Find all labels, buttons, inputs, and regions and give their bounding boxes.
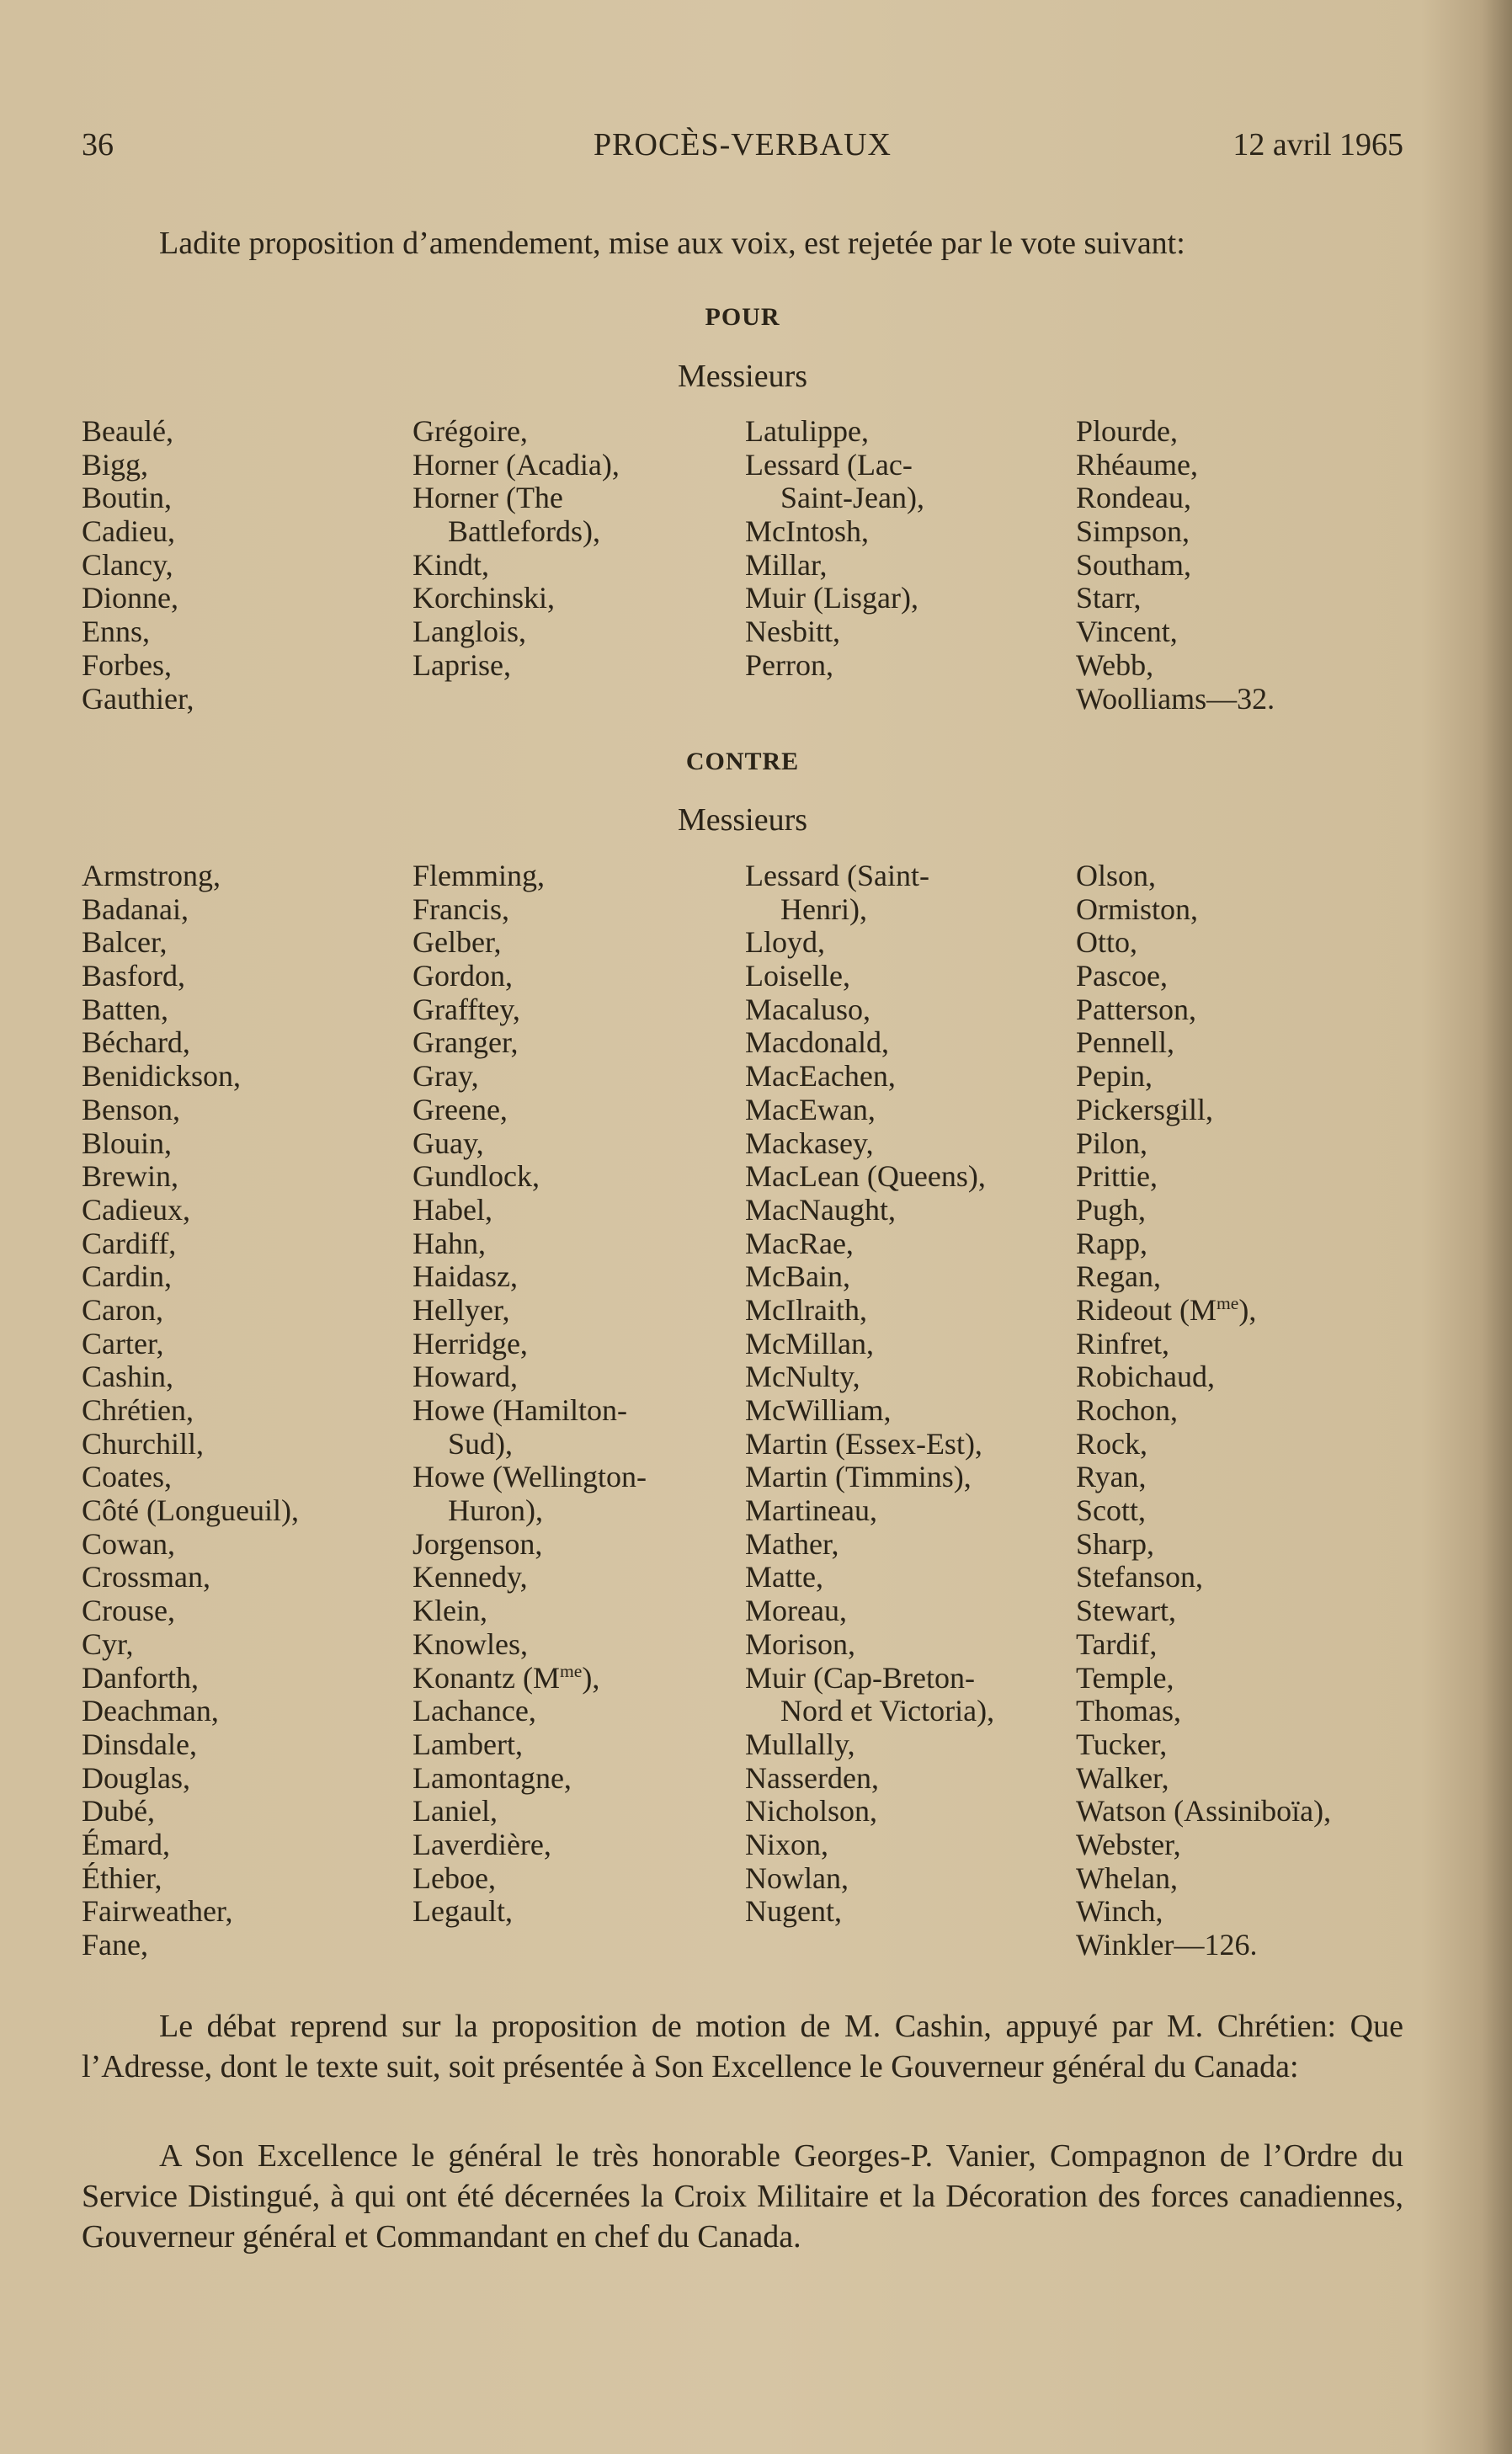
member-name: MacNaught, [745,1192,896,1227]
member-name: MacLean (Queens), [745,1159,986,1194]
member-name: Carter, [82,1326,164,1360]
member-name: Battlefords), [448,514,600,549]
member-name: Regan, [1076,1259,1161,1294]
member-name: Forbes, [82,647,172,682]
member-name: Basford, [82,959,185,993]
member-name: Beaulé, [82,414,173,448]
member-name: Lessard (Saint- [745,859,929,892]
member-name: Gundlock, [413,1159,540,1194]
member-name: Howe (Hamilton- [413,1393,627,1427]
member-name: Nicholson, [745,1794,877,1829]
member-name: Millar, [745,547,828,582]
pour-heading: POUR [705,303,780,331]
member-name: Southam, [1076,547,1192,582]
member-name: Huron), [448,1493,543,1528]
member-name: Cadieux, [82,1192,190,1227]
contre-column-3 [745,860,994,1929]
member-name: Crouse, [82,1594,175,1628]
closing-paragraph-2-text: A Son Excellence le général le très honorable Georges-P. Vanier, Compagnon de l’Ordre du Service Distingué, à qui ont été décernées la Croix Militaire et la Décoration des forces canadiennes, Gouverneur général et Commandant en chef du Canada. [82,2138,1403,2254]
member-name: Robichaud, [1076,1360,1215,1394]
member-name: Nixon, [745,1827,828,1861]
member-name: Gordon, [413,959,513,993]
member-name: Nord et Victoria), [780,1694,995,1728]
member-name: Ormiston, [1076,892,1199,926]
member-name: Thomas, [1076,1694,1181,1728]
closing-paragraph-2 [82,2136,1403,2257]
member-name: Walker, [1076,1760,1169,1795]
member-name: Greene, [413,1092,508,1126]
closing-paragraph-1 [82,2006,1403,2087]
member-name: Grégoire, [413,414,528,448]
member-name: Gauthier, [82,681,194,716]
member-name: McBain, [745,1259,850,1294]
member-name: Cadieu, [82,514,175,549]
member-name: Cardin, [82,1259,172,1294]
pour-column-4 [1076,415,1275,716]
member-name: Dinsdale, [82,1727,197,1761]
member-name: Nesbitt, [745,615,840,649]
member-name: Hahn, [413,1226,486,1260]
member-name: Matte, [745,1560,823,1594]
member-name: Gray, [413,1059,479,1094]
member-name: MacRae, [745,1226,854,1260]
member-name: Kennedy, [413,1560,528,1594]
member-name: Korchinski, [413,581,555,615]
member-name: Pennell, [1076,1025,1174,1060]
member-name: Clancy, [82,547,173,582]
member-name: Howe (Wellington- [413,1460,647,1494]
member-name: Konantz $(M^{me})$, [413,1660,600,1695]
member-name: Legault, [413,1894,513,1929]
member-name: Sharp, [1076,1526,1154,1561]
member-name: Kindt, [413,547,490,582]
pour-column-2 [413,415,620,683]
member-name: Mackasey, [745,1126,874,1160]
member-name: Rock, [1076,1426,1147,1461]
member-name: Lamontagne, [413,1760,572,1795]
member-name: Rapp, [1076,1226,1147,1260]
member-name: Lloyd, [745,925,825,960]
member-name: Caron, [82,1292,163,1327]
member-name: Flemming, [413,859,546,892]
member-name: Martin (Timmins), [745,1460,972,1494]
member-name: Hellyer, [413,1292,510,1327]
member-name: Otto, [1076,925,1138,960]
member-name: Loiselle, [745,959,850,993]
member-name: Macaluso, [745,992,870,1026]
member-name: Woolliams—32. [1076,681,1275,716]
member-name: Pickersgill, [1076,1092,1213,1126]
member-name: Winch, [1076,1894,1163,1929]
member-name: Éthier, [82,1860,162,1895]
member-name: Sud), [448,1426,514,1461]
member-name: Muir (Cap-Breton- [745,1660,975,1695]
member-name: Benidickson, [82,1059,241,1094]
member-name: Pascoe, [1076,959,1168,993]
member-name: Coates, [82,1460,172,1494]
pour-column-1 [82,415,194,716]
member-name: Pugh, [1076,1192,1147,1227]
member-name: Gelber, [413,925,502,960]
member-name: Danforth, [82,1660,199,1695]
member-name: Martineau, [745,1493,877,1528]
member-name: Granger, [413,1025,519,1060]
member-name: Watson (Assiniboïa), [1076,1794,1332,1829]
contre-subheading: Messieurs [677,802,808,838]
member-name: Douglas, [82,1760,190,1795]
closing-paragraph-1-text: Le débat reprend sur la proposition de motion de M. Cashin, appuyé par M. Chrétien: Que l’Adresse, dont le texte suit, soit présentée à Son Excellence le Gouverneur général du Canada: [82,2009,1403,2084]
member-name: Stefanson, [1076,1560,1203,1594]
member-name: Grafftey, [413,992,520,1026]
member-name: Mather, [745,1526,839,1561]
member-name: McWilliam, [745,1393,892,1427]
running-title: PROCÈS-VERBAUX [594,127,892,162]
pour-subheading: Messieurs [677,359,808,394]
member-name: Haidasz, [413,1259,518,1294]
member-name: Rideout $(M^{me})$, [1076,1292,1257,1327]
contre-heading: CONTRE [685,748,800,775]
member-name: Latulippe, [745,414,869,448]
member-name: Deachman, [82,1694,219,1728]
page-header [82,126,1403,168]
member-name: Rinfret, [1076,1326,1169,1360]
member-name: Temple, [1076,1660,1174,1695]
member-name: Batten, [82,992,168,1026]
member-name: Starr, [1076,581,1142,615]
member-name: Habel, [413,1192,492,1227]
member-name: Cyr, [82,1626,134,1661]
member-name: Chrétien, [82,1393,194,1427]
member-name: Brewin, [82,1159,178,1194]
member-name: Tardif, [1076,1626,1158,1661]
member-name: Émard, [82,1827,170,1861]
member-name: Dubé, [82,1794,155,1829]
member-name: Stewart, [1076,1594,1176,1628]
member-name: Bigg, [82,447,149,482]
member-name: Crossman, [82,1560,210,1594]
member-name: Simpson, [1076,514,1190,549]
member-name: Rondeau, [1076,481,1191,515]
member-name: MacEachen, [745,1059,896,1094]
member-name: Scott, [1076,1493,1147,1528]
member-name: Béchard, [82,1025,190,1060]
member-name: Enns, [82,615,150,649]
member-name: McIlraith, [745,1292,867,1327]
member-name: Mullally, [745,1727,855,1761]
member-name: Lambert, [413,1727,523,1761]
member-name: Pilon, [1076,1126,1148,1160]
member-name: Klein, [413,1594,487,1628]
header-date: 12 avril 1965 [1232,127,1403,162]
member-name: Langlois, [413,615,526,649]
member-name: Laverdière, [413,1827,551,1861]
member-name: Nowlan, [745,1860,849,1895]
member-name: Patterson, [1076,992,1196,1026]
member-name: Olson, [1076,859,1157,892]
member-name: Henri), [780,892,867,926]
member-name: Whelan, [1076,1860,1178,1895]
page-number: 36 [82,127,114,162]
intro-paragraph [82,223,1403,263]
member-name: Benson, [82,1092,180,1126]
contre-column-1 [82,860,299,1962]
member-name: Boutin, [82,481,173,515]
member-name: Nasserden, [745,1760,879,1795]
member-name: Plourde, [1076,414,1178,448]
member-name: Moreau, [745,1594,847,1628]
member-name: Macdonald, [745,1025,889,1060]
member-name: Webb, [1076,647,1154,682]
member-name: McMillan, [745,1326,874,1360]
member-name: Laniel, [413,1794,498,1829]
member-name: Rochon, [1076,1393,1178,1427]
member-name: Morison, [745,1626,856,1661]
member-name: Vincent, [1076,615,1178,649]
member-name: Leboe, [413,1860,496,1895]
member-name: Lachance, [413,1694,536,1728]
member-name: Knowles, [413,1626,528,1661]
intro-text: Ladite proposition d’amendement, mise aux voix, est rejetée par le vote suivant: [159,226,1185,261]
member-name: Muir (Lisgar), [745,581,918,615]
contre-column-4 [1076,860,1331,1962]
pour-column-3 [745,415,924,683]
member-name: Cowan, [82,1526,175,1561]
member-name: Dionne, [82,581,178,615]
member-name: Armstrong, [82,859,221,892]
member-name: Ryan, [1076,1460,1147,1494]
member-name: Fane, [82,1928,148,1962]
member-name: Jorgenson, [413,1526,543,1561]
member-name: Herridge, [413,1326,528,1360]
member-name: Pepin, [1076,1059,1153,1094]
member-name: Fairweather, [82,1894,233,1929]
member-name: Howard, [413,1360,518,1394]
member-name: Francis, [413,892,509,926]
member-name: Prittie, [1076,1159,1158,1194]
member-name: Horner (Acadia), [413,447,620,482]
member-name: Martin (Essex-Est), [745,1426,982,1461]
member-name: McNulty, [745,1360,860,1394]
member-name: Guay, [413,1126,484,1160]
member-name: Cardiff, [82,1226,177,1260]
member-name: Cashin, [82,1360,174,1394]
member-name: Nugent, [745,1894,842,1929]
member-name: McIntosh, [745,514,869,549]
member-name: Lessard (Lac- [745,447,913,482]
member-name: Perron, [745,647,833,682]
member-name: Blouin, [82,1126,173,1160]
member-name: Webster, [1076,1827,1181,1861]
member-name: MacEwan, [745,1092,876,1126]
member-name: Côté (Longueuil), [82,1493,299,1528]
member-name: Saint-Jean), [780,481,924,515]
member-name: Horner (The [413,481,563,515]
contre-column-2 [413,860,647,1929]
member-name: Laprise, [413,647,511,682]
member-name: Churchill, [82,1426,204,1461]
member-name: Rhéaume, [1076,447,1198,482]
member-name: Badanai, [82,892,189,926]
member-name: Balcer, [82,925,168,960]
member-name: Tucker, [1076,1727,1168,1761]
member-name: Winkler—126. [1076,1928,1258,1962]
